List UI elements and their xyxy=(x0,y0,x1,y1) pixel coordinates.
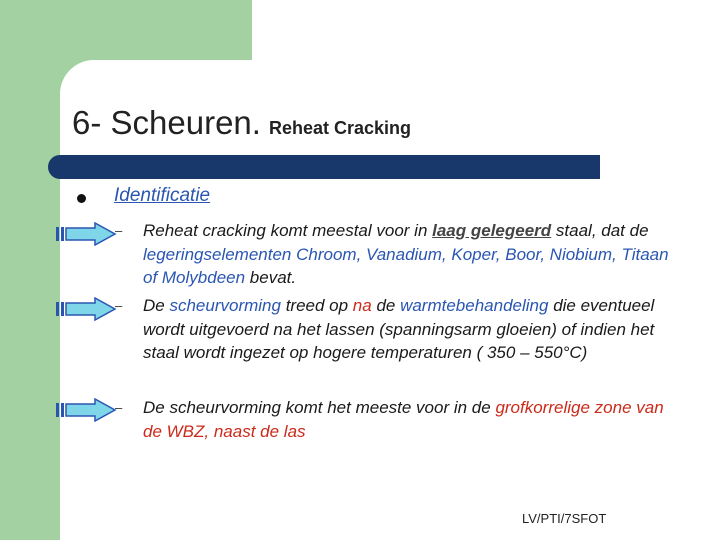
arrow-right-icon xyxy=(55,297,117,321)
slide-title xyxy=(72,104,411,142)
list-item xyxy=(143,219,683,290)
text-run: die eventueel wordt uitgevoerd na het lassen (spanningsarm gloeien) of indien het staal wordt ingezet op hogere temperaturen ( 350 – 550°C) xyxy=(143,296,655,362)
text-run-blue: legeringselementen Chroom, Vanadium, Koper, Boor, Niobium, Titaan of Molybdeen xyxy=(143,244,669,287)
title-bar-cap xyxy=(48,155,72,179)
text-run-underlined: laag gelegeerd xyxy=(432,221,552,240)
text-run: staal, dat de xyxy=(551,221,649,240)
slide-title-sub: Reheat Cracking xyxy=(268,118,412,138)
list-item xyxy=(143,294,683,365)
text-run-blue: scheurvorming xyxy=(169,296,281,315)
arrow-right-icon xyxy=(55,222,117,246)
text-run-red: grofkorrelige xyxy=(495,398,590,417)
text-run: Reheat cracking komt meestal voor in xyxy=(143,221,433,240)
list-dash: – xyxy=(115,400,123,415)
text-run-red: zone van de WBZ, naast de las xyxy=(143,398,664,441)
slide-title-main: 6- Scheuren. xyxy=(72,104,261,141)
list-item xyxy=(143,396,683,443)
arrow-right-icon xyxy=(55,398,117,422)
footer-label: LV/PTI/7SFOT xyxy=(522,511,607,526)
section-heading: Identificatie xyxy=(114,185,211,206)
list-dash: – xyxy=(115,223,123,238)
text-run: bevat. xyxy=(245,268,297,287)
title-underline-bar xyxy=(60,155,600,179)
text-run: de xyxy=(371,296,401,315)
bullet-dot-icon xyxy=(77,194,86,203)
text-run: De scheurvorming komt het meeste voor in de xyxy=(143,398,496,417)
text-run-red: na xyxy=(352,296,372,315)
text-run: De xyxy=(143,296,170,315)
list-dash: – xyxy=(115,298,123,313)
text-run-blue: warmtebehandeling xyxy=(400,296,549,315)
text-run: treed op xyxy=(280,296,353,315)
